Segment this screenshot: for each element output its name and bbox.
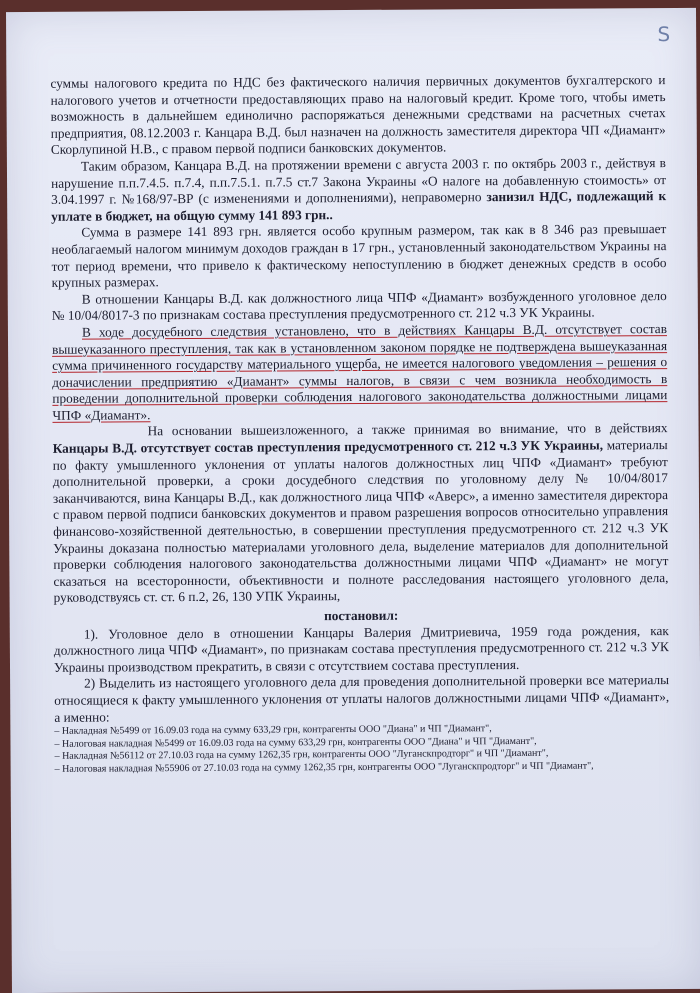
reasoning-bold: Канцары В.Д. отсутствует состав преступления предусмотренного ст. 212 ч.3 УК Украины, (52, 437, 604, 456)
document-body (50, 72, 669, 776)
paragraph-reasoning (53, 421, 669, 607)
list-item: – Налоговая накладная №55906 от 27.10.03 года на сумму 1262,35 грн, контрагенты ООО "Луганскпродторг" и ЧП "Диамант", (54, 760, 594, 775)
list-item: – Налоговая накладная №5499 от 16.09.03 года на сумму 633,29 грн, контрагенты ООО "Диана" и ЧП "Диамант", (54, 735, 537, 750)
resolution-item-2: 2) Выделить из настоящего уголовного дела для проведения дополнительной проверки все материалы относящиеся к факту умышленного уклонения от уплаты налогов должностными лицами ЧПФ «Диамант», а именно: (54, 672, 670, 725)
paragraph-case: В отношении Канцары В.Д. как должностного лица ЧПФ «Диамант» возбужденного уголовное дело № 10/04/8017-3 по признакам состава преступления предусмотренного ст. 212 ч.3 УК Украины. (51, 287, 667, 324)
corner-pen-mark: S (657, 22, 671, 47)
paragraph-investigation-underlined: В ходе досудебного следствия установлено, что в действиях Канцары В.Д. отсутствует состав вышеуказанного преступления, так как в установленном законом порядке не подтверждена вышеуказанная сумма причиненного государству материального ущерба, не имеется налогового уведомления – решения о доначислении предприятию «Диамант» суммы налогов, в связи с чем возникла необходимость в проведении дополнительной проверки соблюдения налогового законодательства должностными лицами ЧПФ «Диамант». (52, 320, 668, 423)
paragraph-amount: Сумма в размере 141 893 грн. является особо крупным размером, так как в 8 346 раз превышает необлагаемый налогом минимум доходов граждан в 17 грн., установленный законодательством Украины на тот период времени, что привело к фактическому непоступлению в бюджет денежных средств в особо крупных размерах. (51, 221, 667, 290)
resolution-heading: постановил: (324, 607, 399, 624)
document-page (6, 8, 700, 993)
resolution-item-1: 1). Уголовное дело в отношении Канцары Валерия Дмитриевича, 1959 года рождения, как должностного лица ЧПФ «Диамант», по признакам состава преступления предусмотренного ст. 212 ч.3 УК Украины производством прекратить, в связи с отсутствием состава преступления. (53, 622, 669, 675)
reasoning-text-2: материалы по факту умышленного уклонения от уплаты налогов должностных лиц ЧПФ «Диамант» требуют дополнительной проверки, а сроки досудебного следствия по уголовному делу № 10/04/8017 заканчиваются, вина Канцары В.Д., как должностного лица ЧПФ «Аверс», а именно заместителя директора с правом первой подписи банковских документов и правом разрешения вопросов относительно управления финансово-хозяйственной деятельностью, в совершении преступления предусмотренного ст. 212 ч.3 УК Украины доказана полностью материалами уголовного дела, выделение материалов для дополнительной проверки соблюдения налогового законодательства должностными лицами ЧПФ «Диамант» не могут сказаться на всесторонности, объективности и полноте расследования настоящего уголовного дела, руководствуясь ст. ст. 6 п.2, 26, 130 УПК Украины, (52, 437, 669, 606)
reasoning-text-1: На основании вышеизложенного, а также принимая во внимание, что в действиях (147, 420, 668, 439)
paragraph-intro: суммы налогового кредита по НДС без фактического наличия первичных документов бухгалтерского и налогового учетов и отчетности предоставляющих право на налоговый кредит. Кроме того, чтобы иметь возможность в дальнейшем единолично распоряжаться денежными средствами на расчетных счетах предприятия, 08.12.2003 г. Канцара В.Д. был назначен на должность заместителя директора ЧП «Диамант» Скорлупиной Н.В., с правом первой подписи банковских документов. (50, 72, 666, 158)
paragraph-conclusion (51, 155, 666, 225)
paragraph-conclusion-bold: занизил НДС, подлежащий к уплате в бюджет, на общую сумму 141 893 грн.. (51, 188, 667, 224)
list-item: – Накладная №5499 от 16.09.03 года на сумму 633,29 грн, контрагенты ООО "Диана" и ЧП "Диамант", (54, 723, 492, 737)
list-item: – Накладная №56112 от 27.10.03 года на сумму 1262,35 грн, контрагенты ООО "Луганскпродторг" и ЧП "Диамант", (54, 748, 549, 763)
paragraph-conclusion-text: Таким образом, Канцара В.Д. на протяжении времени с августа 2003 г. по октябрь 2003 г., действуя в нарушение п.п.7.4.5. п.7.4, п.п.7.5.1. п.7.5 ст.7 Закона Украины «О налоге на добавленную стоимость» от 3.04.1997 г. №168/97-ВР (с изменениями и дополнениями), неправомерно (51, 155, 667, 207)
